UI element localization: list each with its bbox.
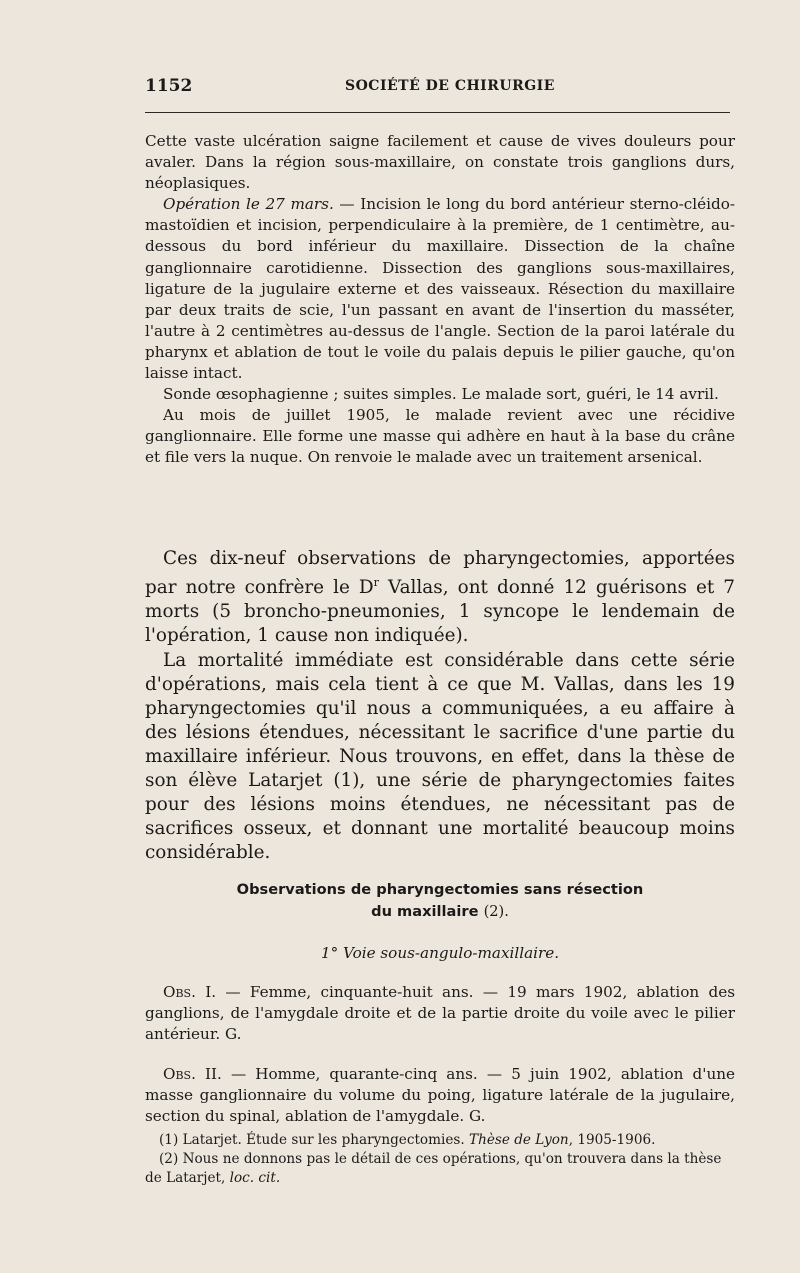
- case-paragraph-4: Au mois de juillet 1905, le malade revient avec une récidive ganglionnaire. Elle forme une masse qui adhère en haut à la base du crâne et file vers la nuque. On renvoie le malade avec un traitement arsenical.: [145, 406, 735, 467]
- subheading: 1° Voie sous-angulo-maxillaire.: [320, 944, 560, 962]
- operation-lead: Opération le 27 mars.: [163, 195, 334, 214]
- page-number: 1152: [145, 76, 193, 96]
- operation-text: — Incision le long du bord antérieur sterno-cléido-mastoïdien et incision, perpendiculaire à la première, de 1 centimètre, au-dessous du bord inférieur du maxillaire. Dissection de la chaîne ganglionnaire carotidienne. Dissection des ganglions sous-maxillaires, ligature de la jugulaire externe et des vaisseaux. Résection du maxillaire par deux traits de scie, l'un passant en avant de l'insertion du masséter, l'autre à 2 centimètres au-dessus de l'angle. Section de la paroi latérale du pharynx et ablation de tout le voile du palais depuis le pilier gauche, qu'on laisse intact.: [145, 195, 735, 383]
- observation-1-label: Obs. I.: [163, 983, 217, 1001]
- case-report: [145, 131, 735, 469]
- observation-1-text: [145, 982, 735, 1045]
- section-heading: [145, 879, 735, 923]
- header-rule: [145, 112, 730, 113]
- running-title: SOCIÉTÉ DE CHIRURGIE: [345, 78, 555, 94]
- observation-2-body: — Homme, quarante-cinq ans. — 5 juin 1902, ablation d'une masse ganglionnaire du volume du poing, ligature latérale de la jugulaire, section du spinal, ablation de l'amygdale. G.: [145, 1065, 735, 1126]
- body-paragraph-2: La mortalité immédiate est considérable dans cette série d'opérations, mais cela tient à ce que M. Vallas, dans les 19 pharyngectomies qu'il nous a communiquées, a eu affaire à des lésions étendues, nécessitant le sacrifice d'une partie du maxillaire inférieur. Nous trouvons, en effet, dans la thèse de son élève Latarjet (1), une série de pharyngectomies faites pour des lésions moins étendues, ne nécessitant pas de sacrifices osseux, et donnant une mortalité beaucoup moins considérable.: [145, 649, 735, 864]
- footnote-1-part-a: (1) Latarjet. Étude sur les pharyngectomies.: [159, 1132, 469, 1148]
- observation-2-label: Obs. II.: [163, 1065, 222, 1083]
- case-paragraph-3: Sonde œsophagienne ; suites simples. Le malade sort, guéri, le 14 avril.: [163, 385, 719, 404]
- doctor-superscript: r: [373, 576, 379, 590]
- observation-1-body: — Femme, cinquante-huit ans. — 19 mars 1902, ablation des ganglions, de l'amygdale droite et de la partie droite du voile avec le pilier antérieur. G.: [145, 983, 735, 1044]
- observation-2: [145, 1064, 735, 1127]
- heading-reference: (2).: [483, 903, 509, 920]
- observation-1: [145, 982, 735, 1045]
- footnote-1-part-b: Thèse de Lyon: [469, 1132, 569, 1148]
- case-paragraph-2: [145, 194, 735, 384]
- footnote-2-part-a: (2) Nous ne donnons pas le détail de ces opérations, qu'on trouvera dans la thèse de Latarjet,: [145, 1151, 722, 1186]
- body-text: [145, 547, 735, 865]
- body-p1-part-a: Ces dix-neuf observations de pharyngectomies, apportées par notre confrère le D: [145, 548, 735, 599]
- footnotes: [145, 1131, 735, 1188]
- heading-line-2-text: du maxillaire: [371, 903, 479, 920]
- footnote-1-part-c: , 1905-1906.: [568, 1132, 656, 1148]
- footnote-1: [145, 1131, 735, 1150]
- page-header: [145, 76, 735, 102]
- heading-line-2: [145, 901, 735, 923]
- footnote-2: [145, 1150, 735, 1188]
- footnote-2-part-b: loc. cit.: [229, 1170, 281, 1186]
- heading-line-1: Observations de pharyngectomies sans résection: [236, 881, 644, 898]
- observation-2-text: [145, 1064, 735, 1127]
- case-paragraph-1: Cette vaste ulcération saigne facilement et cause de vives douleurs pour avaler. Dans la région sous-maxillaire, on constate trois ganglions durs, néoplasiques.: [145, 132, 735, 193]
- body-paragraph-1: [145, 547, 735, 649]
- body-p1-part-b: Vallas, ont donné 12 guérisons et 7 morts (5 broncho-pneumonies, 1 syncope le lendemain de l'opération, 1 cause non indiquée).: [145, 577, 735, 647]
